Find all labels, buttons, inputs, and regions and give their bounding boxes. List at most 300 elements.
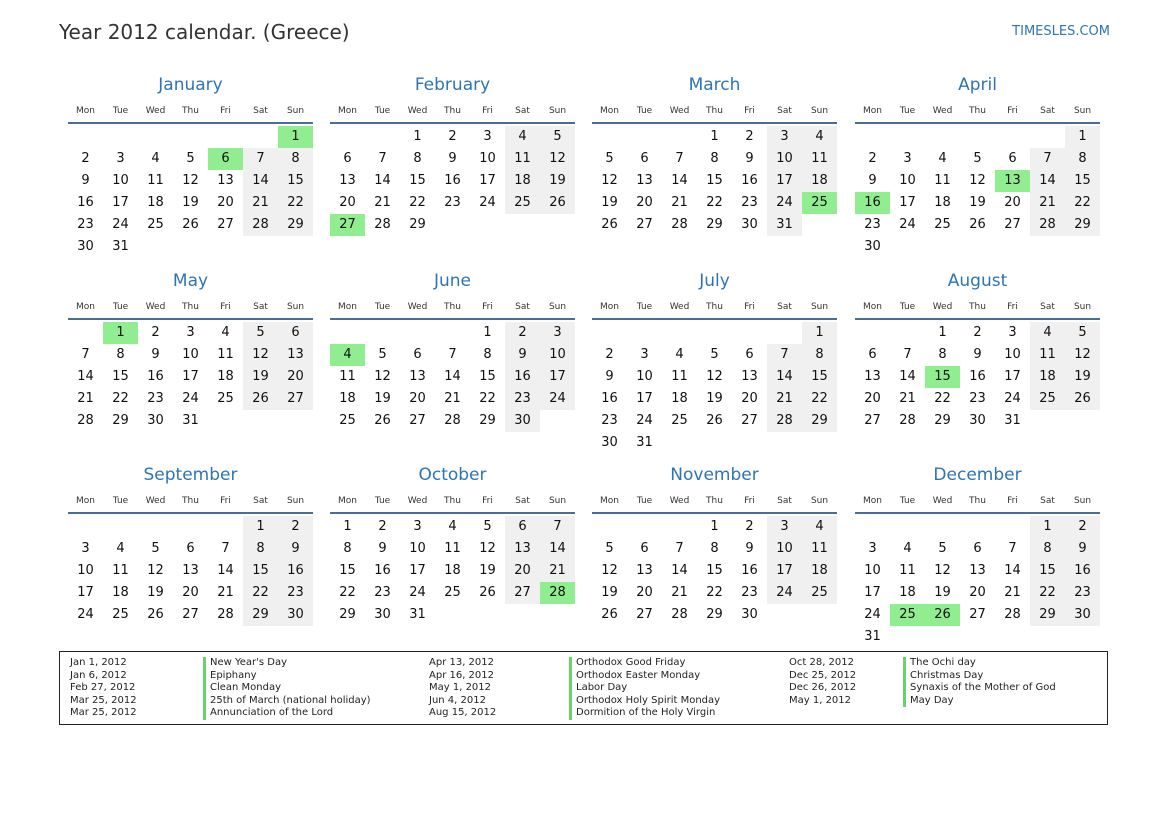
day-cell: 30 [147,413,164,428]
week-row [592,410,837,432]
legend-holiday-name: Clean Monday [203,682,371,695]
week-row [592,192,837,214]
day-cell: 20 [741,391,758,406]
day-cell: 15 [278,170,313,192]
day-cell: 29 [1065,214,1100,236]
day-cell: 20 [1004,195,1021,210]
header-rule [330,318,575,320]
day-cell: 14 [671,563,688,578]
day-cell: 6 [640,541,649,556]
day-cell: 18 [899,585,916,600]
day-cell: 18 [802,560,837,582]
empty-day-cell [662,432,697,454]
day-cell: 26 [969,217,986,232]
holiday-day-cell: 4 [330,344,365,366]
header-rule [855,122,1100,124]
day-cell: 12 [969,173,986,188]
day-cell: 4 [903,541,912,556]
day-cell: 22 [706,195,723,210]
week-row [330,126,575,148]
weekday-label: Fri [482,496,493,506]
day-cell: 14 [767,366,802,388]
day-cell: 11 [802,538,837,560]
day-cell: 26 [479,585,496,600]
week-row [330,148,575,170]
empty-day-cell [855,516,890,538]
day-cell: 13 [505,538,540,560]
weekday-label: Sat [253,496,268,506]
day-cell: 6 [505,516,540,538]
empty-day-cell [960,126,995,148]
empty-day-cell [890,236,925,258]
empty-day-cell [330,126,365,148]
empty-day-cell [173,126,208,148]
empty-day-cell [1065,410,1100,432]
weekday-label: Wed [407,302,428,312]
day-cell: 7 [448,347,457,362]
day-cell: 24 [767,582,802,604]
empty-day-cell [890,516,925,538]
empty-day-cell [767,604,802,626]
weekday-label: Mon [863,302,882,312]
empty-day-cell [925,516,960,538]
day-cell: 19 [374,391,391,406]
weekday-label: Sat [1040,106,1055,116]
day-cell: 21 [243,192,278,214]
day-cell: 27 [505,582,540,604]
day-cell: 17 [409,563,426,578]
day-cell: 26 [601,607,618,622]
day-cell: 6 [186,541,195,556]
day-cell: 18 [934,195,951,210]
day-cell: 30 [741,217,758,232]
week-row [592,538,837,560]
header-rule [330,122,575,124]
month-title: March [688,75,741,95]
week-row [330,344,575,366]
holiday-day-cell: 6 [208,148,243,170]
empty-day-cell [68,516,103,538]
day-cell: 7 [81,347,90,362]
day-cell: 22 [278,192,313,214]
holiday-day-cell: 1 [103,322,138,344]
weekday-label: Sun [1073,302,1092,312]
day-cell: 3 [868,541,877,556]
month-title: October [418,465,487,485]
day-cell: 24 [864,607,881,622]
empty-day-cell [960,236,995,258]
day-cell: 25 [671,413,688,428]
day-cell: 25 [1030,388,1065,410]
day-cell: 14 [77,369,94,384]
day-cell: 21 [77,391,94,406]
weekday-label: Sat [253,302,268,312]
week-row [68,170,313,192]
day-cell: 14 [217,563,234,578]
legend-date: Jun 4, 2012 [429,694,486,706]
week-row [855,538,1100,560]
day-cell: 30 [741,607,758,622]
day-cell: 23 [741,195,758,210]
weekday-label: Tue [636,302,653,312]
weekday-header [592,298,837,316]
legend-date: Feb 27, 2012 [70,682,136,694]
day-cell: 23 [505,388,540,410]
day-cell: 22 [339,585,356,600]
week-row [68,126,313,148]
legend-holiday-name: Orthodox Easter Monday [569,670,720,683]
empty-day-cell [173,516,208,538]
empty-day-cell [732,432,767,454]
day-cell: 10 [540,344,575,366]
day-cell: 15 [243,560,278,582]
empty-day-cell [960,516,995,538]
day-cell: 31 [864,629,881,644]
day-cell: 13 [409,369,426,384]
day-cell: 8 [483,347,492,362]
day-cell: 15 [802,366,837,388]
day-cell: 26 [1065,388,1100,410]
weekday-label: Tue [374,106,391,116]
weekday-header [68,102,313,120]
empty-day-cell [208,410,243,432]
empty-day-cell [1030,626,1065,648]
day-cell: 1 [710,519,719,534]
day-cell: 30 [374,607,391,622]
weekday-label: Fri [1007,106,1018,116]
empty-day-cell [435,214,470,236]
week-row [592,322,837,344]
day-cell: 10 [112,173,129,188]
day-cell: 24 [409,585,426,600]
empty-day-cell [627,126,662,148]
day-cell: 12 [182,173,199,188]
legend-holiday-name: Orthodox Holy Spirit Monday [569,695,720,708]
weekday-label: Wed [407,106,428,116]
week-row [330,214,575,236]
day-cell: 10 [636,369,653,384]
month-title: April [958,75,997,95]
day-cell: 6 [278,322,313,344]
day-cell: 21 [374,195,391,210]
legend-date-column [429,657,496,720]
month-july [592,270,837,454]
day-cell: 19 [706,391,723,406]
day-cell: 29 [1030,604,1065,626]
day-cell: 18 [147,195,164,210]
legend-date: Apr 13, 2012 [429,657,495,668]
day-cell: 9 [448,151,457,166]
legend-holiday-name: Dormition of the Holy Virgin [569,707,720,720]
day-cell: 2 [973,325,982,340]
legend-name-column [903,657,1056,707]
weekday-label: Thu [182,496,199,506]
week-row [855,410,1100,432]
empty-day-cell [505,604,540,626]
weekday-label: Sat [515,496,530,506]
month-december [855,464,1100,648]
day-cell: 1 [938,325,947,340]
day-cell: 2 [448,129,457,144]
weekday-label: Wed [145,302,166,312]
legend-name-column [569,657,720,720]
day-cell: 2 [505,322,540,344]
empty-day-cell [925,126,960,148]
weekday-label: Mon [76,106,95,116]
weekday-label: Fri [482,302,493,312]
day-cell: 24 [636,413,653,428]
weekday-label: Thu [706,106,723,116]
day-cell: 15 [706,173,723,188]
empty-day-cell [592,322,627,344]
day-cell: 16 [969,369,986,384]
day-cell: 3 [116,151,125,166]
day-cell: 12 [479,541,496,556]
legend-date: Jan 1, 2012 [70,657,127,668]
day-cell: 19 [540,170,575,192]
month-title: November [670,465,759,485]
day-cell: 21 [899,391,916,406]
empty-day-cell [103,126,138,148]
day-cell: 15 [339,563,356,578]
day-cell: 11 [147,173,164,188]
day-cell: 29 [479,413,496,428]
day-cell: 4 [802,126,837,148]
day-cell: 4 [151,151,160,166]
day-cell: 10 [767,148,802,170]
day-cell: 19 [182,195,199,210]
weekday-label: Sat [1040,302,1055,312]
week-row [592,582,837,604]
day-cell: 19 [147,585,164,600]
day-cell: 5 [1065,322,1100,344]
day-cell: 27 [278,388,313,410]
day-cell: 6 [413,347,422,362]
weekday-header [592,102,837,120]
day-cell: 16 [278,560,313,582]
day-cell: 2 [378,519,387,534]
day-cell: 1 [243,516,278,538]
header-rule [855,512,1100,514]
day-cell: 21 [671,195,688,210]
empty-day-cell [662,126,697,148]
week-row [592,126,837,148]
day-cell: 26 [706,413,723,428]
day-cell: 7 [675,541,684,556]
day-cell: 30 [864,239,881,254]
day-cell: 22 [479,391,496,406]
weekday-label: Mon [863,106,882,116]
day-cell: 18 [1030,366,1065,388]
day-cell: 19 [479,563,496,578]
day-cell: 29 [409,217,426,232]
day-cell: 11 [112,563,129,578]
weekday-label: Sun [548,496,567,506]
day-cell: 16 [374,563,391,578]
weekday-label: Mon [76,496,95,506]
day-cell: 26 [540,192,575,214]
week-row [330,516,575,538]
weekday-label: Thu [969,496,986,506]
legend-date: Aug 15, 2012 [429,707,497,719]
day-cell: 3 [413,519,422,534]
day-cell: 6 [745,347,754,362]
week-row [855,604,1100,626]
header-rule [330,512,575,514]
day-cell: 5 [186,151,195,166]
day-cell: 3 [540,322,575,344]
weekday-label: Mon [338,302,357,312]
week-row [855,148,1100,170]
empty-day-cell [697,432,732,454]
header-rule [592,512,837,514]
week-row [330,322,575,344]
weekday-label: Fri [1007,496,1018,506]
month-november [592,464,837,626]
day-cell: 9 [745,151,754,166]
legend-holiday-name: May Day [903,695,1056,708]
month-april [855,74,1100,258]
day-cell: 11 [505,148,540,170]
month-august [855,270,1100,432]
day-cell: 2 [81,151,90,166]
empty-day-cell [243,410,278,432]
day-cell: 11 [339,369,356,384]
day-cell: 7 [221,541,230,556]
empty-day-cell [1065,626,1100,648]
week-row [68,516,313,538]
holiday-day-cell: 13 [995,170,1030,192]
day-cell: 17 [864,585,881,600]
weekday-label: Thu [706,302,723,312]
legend-date: Dec 25, 2012 [789,669,857,681]
day-cell: 30 [77,239,94,254]
day-cell: 10 [77,563,94,578]
week-row [592,604,837,626]
day-cell: 22 [243,582,278,604]
day-cell: 8 [1030,538,1065,560]
day-cell: 5 [540,126,575,148]
empty-day-cell [890,626,925,648]
weekday-label: Sat [777,302,792,312]
weekday-header [330,298,575,316]
empty-day-cell [925,626,960,648]
day-cell: 22 [802,388,837,410]
day-cell: 19 [934,585,951,600]
day-cell: 1 [413,129,422,144]
day-cell: 31 [112,239,129,254]
empty-day-cell [138,236,173,258]
week-row [855,126,1100,148]
day-cell: 10 [182,347,199,362]
month-september [68,464,313,626]
day-cell: 10 [409,541,426,556]
day-cell: 14 [540,538,575,560]
empty-day-cell [505,214,540,236]
day-cell: 30 [278,604,313,626]
day-cell: 25 [802,582,837,604]
empty-day-cell [208,126,243,148]
day-cell: 24 [1004,391,1021,406]
day-cell: 30 [969,413,986,428]
empty-day-cell [1030,126,1065,148]
day-cell: 6 [640,151,649,166]
day-cell: 20 [339,195,356,210]
week-row [330,604,575,626]
day-cell: 21 [1030,192,1065,214]
day-cell: 31 [409,607,426,622]
day-cell: 23 [374,585,391,600]
day-cell: 24 [540,388,575,410]
day-cell: 20 [969,585,986,600]
day-cell: 5 [938,541,947,556]
day-cell: 17 [767,170,802,192]
month-title: May [172,271,209,291]
day-cell: 29 [112,413,129,428]
day-cell: 26 [147,607,164,622]
day-cell: 24 [479,195,496,210]
brand-link[interactable]: TIMESLES.COM [1012,24,1110,39]
weekday-label: Sun [286,302,305,312]
holiday-day-cell: 27 [330,214,365,236]
day-cell: 16 [505,366,540,388]
empty-day-cell [540,214,575,236]
day-cell: 18 [802,170,837,192]
day-cell: 17 [112,195,129,210]
day-cell: 27 [1004,217,1021,232]
weekday-label: Sun [810,302,829,312]
weekday-label: Sat [515,302,530,312]
weekday-label: Mon [338,106,357,116]
weekday-label: Thu [706,496,723,506]
day-cell: 11 [934,173,951,188]
empty-day-cell [1065,236,1100,258]
day-cell: 23 [741,585,758,600]
day-cell: 29 [339,607,356,622]
month-title: January [158,75,223,95]
weekday-header [68,492,313,510]
day-cell: 18 [112,585,129,600]
day-cell: 8 [278,148,313,170]
day-cell: 28 [899,413,916,428]
day-cell: 4 [116,541,125,556]
legend-holiday-name: New Year's Day [203,657,371,670]
day-cell: 12 [243,344,278,366]
day-cell: 20 [182,585,199,600]
week-row [855,322,1100,344]
day-cell: 1 [1065,126,1100,148]
weekday-label: Tue [899,496,916,506]
day-cell: 17 [899,195,916,210]
empty-day-cell [470,604,505,626]
day-cell: 27 [636,607,653,622]
day-cell: 7 [540,516,575,538]
empty-day-cell [662,322,697,344]
day-cell: 25 [339,413,356,428]
day-cell: 7 [1030,148,1065,170]
week-row [68,582,313,604]
day-cell: 16 [147,369,164,384]
week-row [855,626,1100,648]
weekday-label: Fri [220,106,231,116]
day-cell: 3 [483,129,492,144]
week-row [330,582,575,604]
day-cell: 3 [1008,325,1017,340]
day-cell: 6 [1008,151,1017,166]
day-cell: 12 [540,148,575,170]
week-row [68,214,313,236]
day-cell: 9 [1065,538,1100,560]
